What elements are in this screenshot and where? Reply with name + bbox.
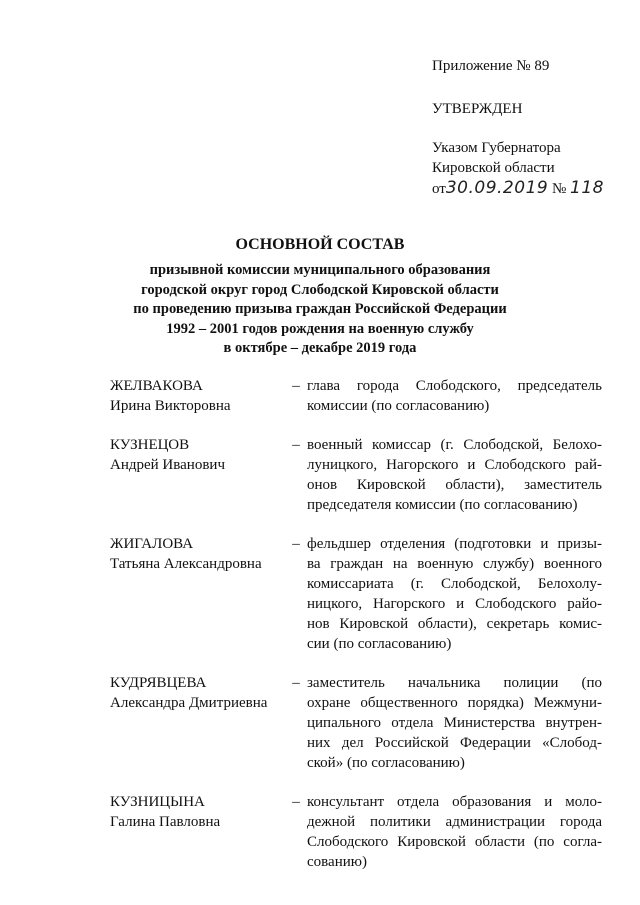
- role-line: комиссариата (г. Слободской, Белохолу-: [307, 576, 602, 592]
- role-line: консультант отдела образования и моло-: [307, 794, 602, 810]
- member-surname: КУЗНИЦЫНА: [110, 794, 205, 810]
- decree-line-2: Кировской области: [432, 160, 555, 176]
- heading-line: в октябре – декабре 2019 года: [223, 340, 417, 356]
- heading-line: 1992 – 2001 годов рождения на военную службу: [166, 320, 474, 337]
- member-dash: –: [292, 675, 300, 691]
- heading-line: призывной комиссии муниципального образования: [149, 262, 491, 278]
- member-name: [110, 534, 285, 574]
- member-entry: [110, 673, 606, 773]
- member-name: [110, 435, 285, 475]
- decree-number-label: №: [551, 181, 567, 197]
- decree-prefix: от: [432, 181, 446, 197]
- member-role: [307, 435, 602, 515]
- member-entry: [110, 534, 606, 654]
- role-line: ской» (по согласованию): [307, 755, 465, 771]
- member-given-names: Татьяна Александровна: [110, 556, 262, 572]
- member-surname: КУЗНЕЦОВ: [110, 437, 190, 453]
- role-line: глава города Слободского, председатель: [307, 378, 602, 394]
- member-given-names: Андрей Иванович: [110, 457, 225, 473]
- member-name: [110, 673, 285, 713]
- role-line: ва граждан на военную службу) военного: [307, 556, 602, 572]
- member-dash: –: [292, 378, 300, 394]
- decree-reference: [432, 138, 604, 199]
- approved-stamp-text: УТВЕРЖДЕН: [432, 101, 523, 117]
- role-line: председателя комиссии (по согласованию): [307, 497, 578, 513]
- handwritten-number: 118: [570, 178, 604, 198]
- member-entry: [110, 792, 606, 872]
- member-role: [307, 534, 602, 654]
- role-line: них дел Российской Федерации «Слобод-: [307, 735, 602, 751]
- member-name: [110, 792, 285, 832]
- decree-date-line: [432, 178, 604, 199]
- member-entry: [110, 435, 606, 515]
- member-role: [307, 673, 602, 773]
- member-surname: КУДРЯВЦЕВА: [110, 675, 207, 691]
- role-line: ницкого, Нагорского и Слободского райо-: [307, 596, 602, 612]
- member-given-names: Ирина Викторовна: [110, 398, 231, 414]
- heading-line: городской округ город Слободской Кировской области: [141, 281, 499, 298]
- appendix-number: Приложение № 89: [432, 58, 550, 74]
- member-dash: –: [292, 536, 300, 552]
- role-line: ципального отдела Министерства внутрен-: [307, 715, 602, 731]
- role-line: луницкого, Нагорского и Слободского рай-: [307, 457, 602, 473]
- member-entry: [110, 376, 606, 416]
- member-role: [307, 792, 602, 872]
- member-dash: –: [292, 437, 300, 453]
- role-line: фельдшер отделения (подготовки и призы-: [307, 536, 602, 552]
- member-surname: ЖЕЛВАКОВА: [110, 378, 203, 394]
- role-line: онов Кировской области), заместитель: [307, 477, 602, 493]
- role-line: комиссии (по согласованию): [307, 398, 490, 414]
- role-line: военный комиссар (г. Слободской, Белохо-: [307, 437, 602, 453]
- role-line: нов Кировской области), секретарь комис-: [307, 616, 602, 632]
- role-line: сии (по согласованию): [307, 636, 452, 652]
- role-line: сованию): [307, 854, 367, 870]
- member-dash: –: [292, 794, 300, 810]
- member-name: [110, 376, 285, 416]
- decree-line-1: Указом Губернатора: [432, 140, 561, 156]
- role-line: заместитель начальника полиции (по: [307, 675, 602, 691]
- member-given-names: Александра Дмитриевна: [110, 695, 268, 711]
- members-list: [110, 376, 606, 891]
- document-title: ОСНОВНОЙ СОСТАВ: [235, 236, 405, 253]
- role-line: Слободского Кировской области (по согла-: [307, 834, 602, 850]
- handwritten-date: 30.09.2019: [445, 178, 549, 198]
- role-line: дежной политики администрации города: [307, 814, 602, 830]
- heading-line: по проведению призыва граждан Российской Федерации: [133, 301, 507, 317]
- member-role: [307, 376, 602, 416]
- member-given-names: Галина Павловна: [110, 814, 221, 830]
- member-surname: ЖИГАЛОВА: [110, 536, 194, 552]
- document-heading: [110, 236, 530, 359]
- role-line: охране общественного порядка) Межмуни-: [307, 695, 602, 711]
